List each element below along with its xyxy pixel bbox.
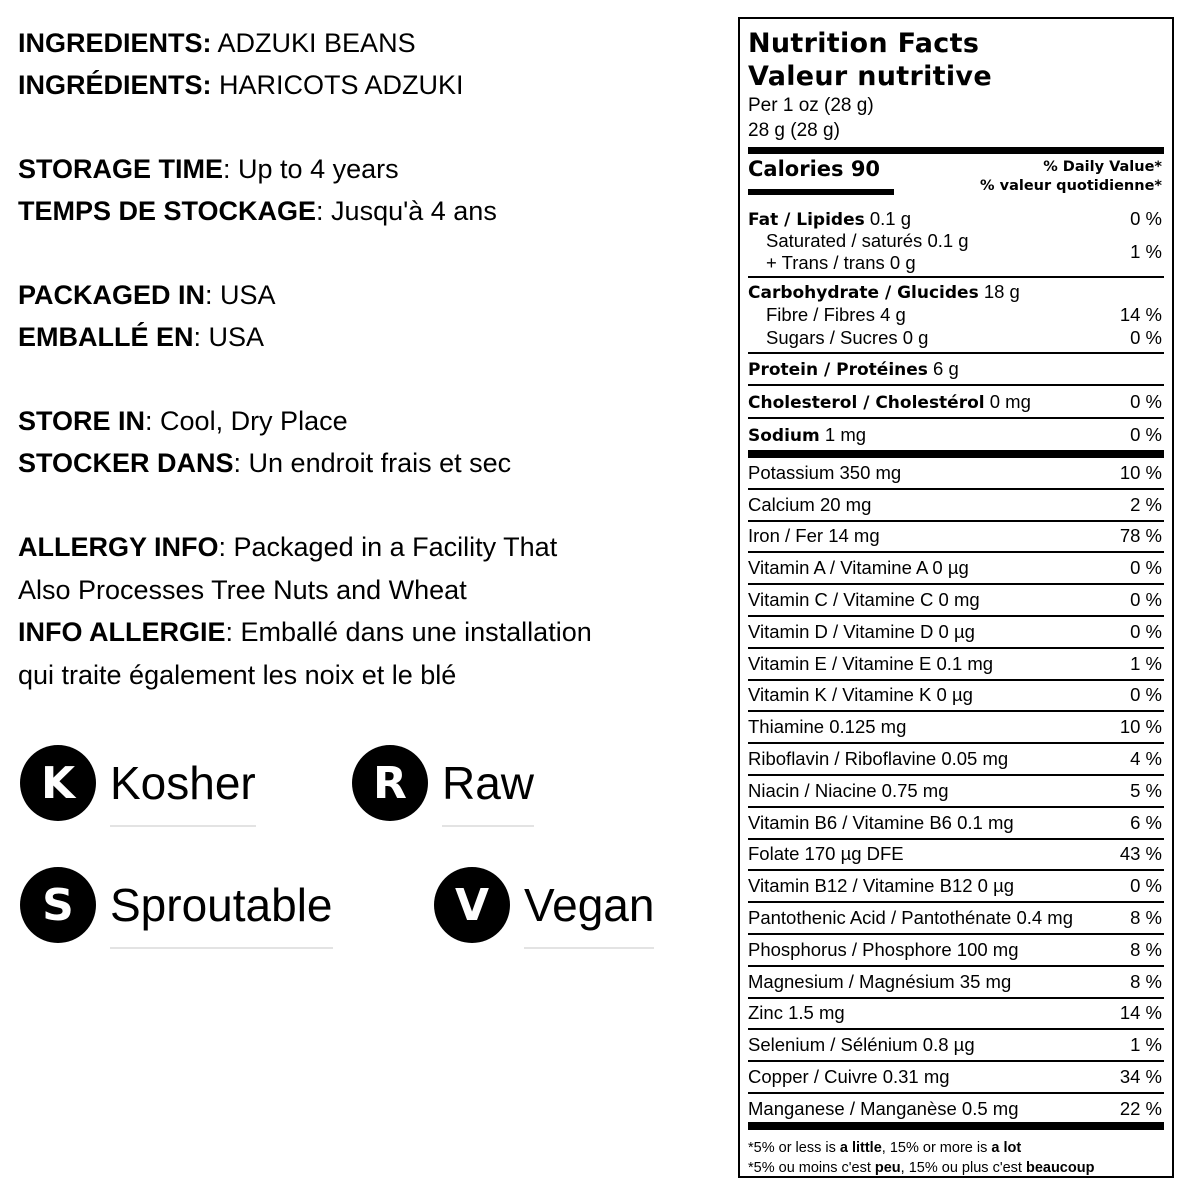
sodium-row: Sodium 1 mg 0 %: [748, 423, 1162, 446]
nutrient-row: Thiamine 0.125 mg 10 %: [748, 716, 1162, 738]
allergy-en-cont: Also Processes Tree Nuts and Wheat: [18, 574, 467, 605]
packaged-en: PACKAGED IN: USA: [18, 280, 276, 310]
calories-row: [748, 154, 1164, 208]
badge-raw: [352, 745, 534, 821]
badge-label: Raw: [442, 757, 535, 809]
nutrient-row: Vitamin A / Vitamine A 0 µg 0 %: [748, 557, 1162, 579]
nutrient-row: Iron / Fer 14 mg 78 %: [748, 525, 1162, 547]
allergy-fr: INFO ALLERGIE: Emballé dans une installation: [18, 617, 592, 647]
nutrient-row: Vitamin K / Vitamine K 0 µg 0 %: [748, 684, 1162, 706]
footnote: [748, 1130, 1164, 1178]
allergy-en: ALLERGY INFO: Packaged in a Facility That: [18, 532, 558, 562]
nutrient-row: Niacin / Niacine 0.75 mg 5 %: [748, 779, 1162, 801]
nutrient-row: Pantothenic Acid / Pantothénate 0.4 mg 8 %: [748, 907, 1162, 929]
packaged-fr: EMBALLÉ EN: USA: [18, 322, 265, 352]
nutrient-row: Magnesium / Magnésium 35 mg 8 %: [748, 970, 1162, 992]
serving-weight: 28 g (28 g): [748, 120, 840, 141]
calories: Calories 90: [748, 157, 881, 181]
vegan-icon: V: [434, 867, 510, 943]
kosher-icon: K: [20, 745, 96, 821]
footnote-en: *5% or less is a little, 15% or more is a lot: [748, 1139, 1022, 1156]
title-en: Nutrition Facts: [748, 28, 980, 59]
nutrient-row: Vitamin D / Vitamine D 0 µg 0 %: [748, 620, 1162, 642]
store-fr: STOCKER DANS: Un endroit frais et sec: [18, 448, 512, 478]
storage-en: STORAGE TIME: Up to 4 years: [18, 154, 399, 184]
nutrient-row: Zinc 1.5 mg 14 %: [748, 1002, 1162, 1024]
fat-group: Fat / Lipides 0.1 g Saturated / saturés 0.1 g + Trans / trans 0 g 0 % 1 %: [748, 208, 1162, 273]
badge-label: Kosher: [110, 757, 256, 809]
nutrition-facts-panel: [738, 17, 1174, 1178]
ingredients-fr: INGRÉDIENTS: HARICOTS ADZUKI: [18, 70, 464, 100]
nutrient-row: Phosphorus / Phosphore 100 mg 8 %: [748, 938, 1162, 960]
serving-size: Per 1 oz (28 g): [748, 95, 874, 116]
certification-badges: [20, 745, 700, 955]
allergy-fr-cont: qui traite également les noix et le blé: [18, 659, 457, 690]
footnote-fr: *5% ou moins c'est peu, 15% ou plus c'est beaucoup: [748, 1159, 1095, 1176]
raw-icon: R: [352, 745, 428, 821]
daily-value-header: % Daily Value* % valeur quotidienne*: [980, 159, 1162, 194]
carb-group: Carbohydrate / Glucides 18 g Fibre / Fibres 4 g 14 % Sugars / Sucres 0 g 0 %: [748, 281, 1162, 348]
nutrient-row: Selenium / Sélénium 0.8 µg 1 %: [748, 1034, 1162, 1056]
nutrient-row: Folate 170 µg DFE 43 %: [748, 843, 1162, 865]
nutrient-row: Vitamin C / Vitamine C 0 mg 0 %: [748, 589, 1162, 611]
title-fr: Valeur nutritive: [748, 61, 992, 92]
badge-vegan: [434, 867, 654, 943]
product-info: [18, 22, 708, 696]
protein-row: Protein / Protéines 6 g: [748, 358, 959, 380]
badge-kosher: [20, 745, 256, 821]
nutrient-row: Calcium 20 mg 2 %: [748, 493, 1162, 515]
nutrient-row: Vitamin E / Vitamine E 0.1 mg 1 %: [748, 652, 1162, 674]
badge-label: Sproutable: [110, 879, 333, 931]
cholesterol-row: Cholesterol / Cholestérol 0 mg 0 %: [748, 390, 1162, 413]
nutrient-row: Manganese / Manganèse 0.5 mg 22 %: [748, 1097, 1162, 1119]
badge-label: Vegan: [524, 879, 655, 931]
store-en: STORE IN: Cool, Dry Place: [18, 406, 348, 436]
nutrient-row: Vitamin B12 / Vitamine B12 0 µg 0 %: [748, 875, 1162, 897]
nutrient-row: Potassium 350 mg 10 %: [748, 461, 1162, 483]
sproutable-icon: S: [20, 867, 96, 943]
badge-sproutable: [20, 867, 333, 943]
storage-fr: TEMPS DE STOCKAGE: Jusqu'à 4 ans: [18, 196, 497, 226]
nutrient-row: Vitamin B6 / Vitamine B6 0.1 mg 6 %: [748, 811, 1162, 833]
nutrient-row: Copper / Cuivre 0.31 mg 34 %: [748, 1066, 1162, 1088]
micronutrient-list: [748, 458, 1164, 1124]
ingredients-en: INGREDIENTS: ADZUKI BEANS: [18, 28, 416, 58]
nutrient-row: Riboflavin / Riboflavine 0.05 mg 4 %: [748, 748, 1162, 770]
